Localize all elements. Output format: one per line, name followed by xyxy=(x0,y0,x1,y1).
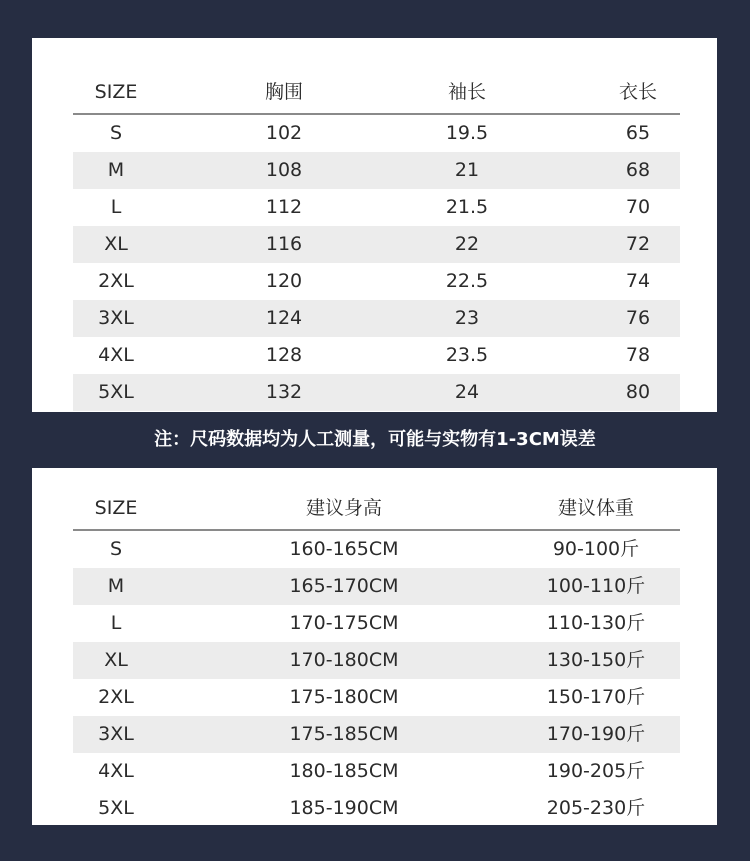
cell-height: 175-185CM xyxy=(289,723,399,745)
cell-weight: 150-170斤 xyxy=(546,686,646,708)
header-chest: 胸围 xyxy=(264,81,303,103)
cell-weight: 205-230斤 xyxy=(546,797,646,819)
cell-sleeve: 21 xyxy=(454,159,480,181)
cell-sleeve: 23 xyxy=(454,307,480,329)
measurement-note: 注：尺码数据均为人工测量，可能与实物有1-3CM误差 xyxy=(154,429,596,450)
table-row xyxy=(73,189,680,226)
table-row xyxy=(73,300,680,337)
cell-size: 4XL xyxy=(98,344,134,366)
header-weight: 建议体重 xyxy=(557,497,634,519)
table-row xyxy=(73,263,680,300)
cell-chest: 112 xyxy=(265,196,303,218)
cell-size: 5XL xyxy=(98,381,134,403)
cell-size: S xyxy=(109,122,123,144)
table-header xyxy=(73,468,680,531)
cell-length: 78 xyxy=(625,344,651,366)
cell-length: 65 xyxy=(625,122,651,144)
cell-size: 5XL xyxy=(98,797,134,819)
table-row xyxy=(73,115,680,152)
cell-weight: 190-205斤 xyxy=(546,760,646,782)
cell-sleeve: 22.5 xyxy=(445,270,489,292)
table-row xyxy=(73,531,680,568)
cell-size: XL xyxy=(104,649,128,671)
cell-chest: 124 xyxy=(265,307,303,329)
cell-chest: 120 xyxy=(265,270,303,292)
table-row xyxy=(73,790,680,827)
cell-height: 170-175CM xyxy=(289,612,399,634)
cell-chest: 128 xyxy=(265,344,303,366)
cell-weight: 130-150斤 xyxy=(546,649,646,671)
cell-size: 3XL xyxy=(98,307,134,329)
header-size: SIZE xyxy=(94,497,138,519)
cell-size: S xyxy=(109,538,123,560)
header-height: 建议身高 xyxy=(305,497,382,519)
cell-weight: 110-130斤 xyxy=(546,612,646,634)
table-row xyxy=(73,226,680,263)
cell-sleeve: 19.5 xyxy=(445,122,489,144)
table-row xyxy=(73,679,680,716)
table-row xyxy=(73,716,680,753)
table-row xyxy=(73,337,680,374)
cell-size: 4XL xyxy=(98,760,134,782)
cell-chest: 108 xyxy=(265,159,303,181)
table-row xyxy=(73,605,680,642)
header-garment-length: 衣长 xyxy=(618,81,657,103)
cell-size: 3XL xyxy=(98,723,134,745)
cell-length: 76 xyxy=(625,307,651,329)
cell-length: 80 xyxy=(625,381,651,403)
size-measurement-table xyxy=(73,52,680,411)
cell-size: 2XL xyxy=(98,270,134,292)
cell-weight: 90-100斤 xyxy=(552,538,640,560)
cell-height: 185-190CM xyxy=(289,797,399,819)
cell-length: 70 xyxy=(625,196,651,218)
cell-chest: 132 xyxy=(265,381,303,403)
cell-length: 68 xyxy=(625,159,651,181)
cell-height: 170-180CM xyxy=(289,649,399,671)
size-measurement-panel xyxy=(32,38,717,412)
table-row xyxy=(73,568,680,605)
cell-size: M xyxy=(107,575,125,597)
fit-recommendation-panel xyxy=(32,468,717,825)
table-row xyxy=(73,152,680,189)
fit-recommendation-table xyxy=(73,468,680,827)
table-header xyxy=(73,52,680,115)
table-row xyxy=(73,642,680,679)
cell-length: 74 xyxy=(625,270,651,292)
cell-size: 2XL xyxy=(98,686,134,708)
cell-sleeve: 21.5 xyxy=(445,196,489,218)
cell-chest: 116 xyxy=(265,233,303,255)
cell-size: L xyxy=(110,196,122,218)
cell-size: XL xyxy=(104,233,128,255)
cell-length: 72 xyxy=(625,233,651,255)
cell-height: 165-170CM xyxy=(289,575,399,597)
table-row xyxy=(73,374,680,411)
header-sleeve-length: 袖长 xyxy=(447,81,486,103)
table-row xyxy=(73,753,680,790)
cell-sleeve: 22 xyxy=(454,233,480,255)
cell-size: L xyxy=(110,612,122,634)
cell-size: M xyxy=(107,159,125,181)
cell-weight: 170-190斤 xyxy=(546,723,646,745)
header-size: SIZE xyxy=(94,81,138,103)
cell-height: 160-165CM xyxy=(289,538,399,560)
cell-sleeve: 24 xyxy=(454,381,480,403)
cell-weight: 100-110斤 xyxy=(546,575,646,597)
cell-sleeve: 23.5 xyxy=(445,344,489,366)
cell-chest: 102 xyxy=(265,122,303,144)
cell-height: 180-185CM xyxy=(289,760,399,782)
cell-height: 175-180CM xyxy=(289,686,399,708)
